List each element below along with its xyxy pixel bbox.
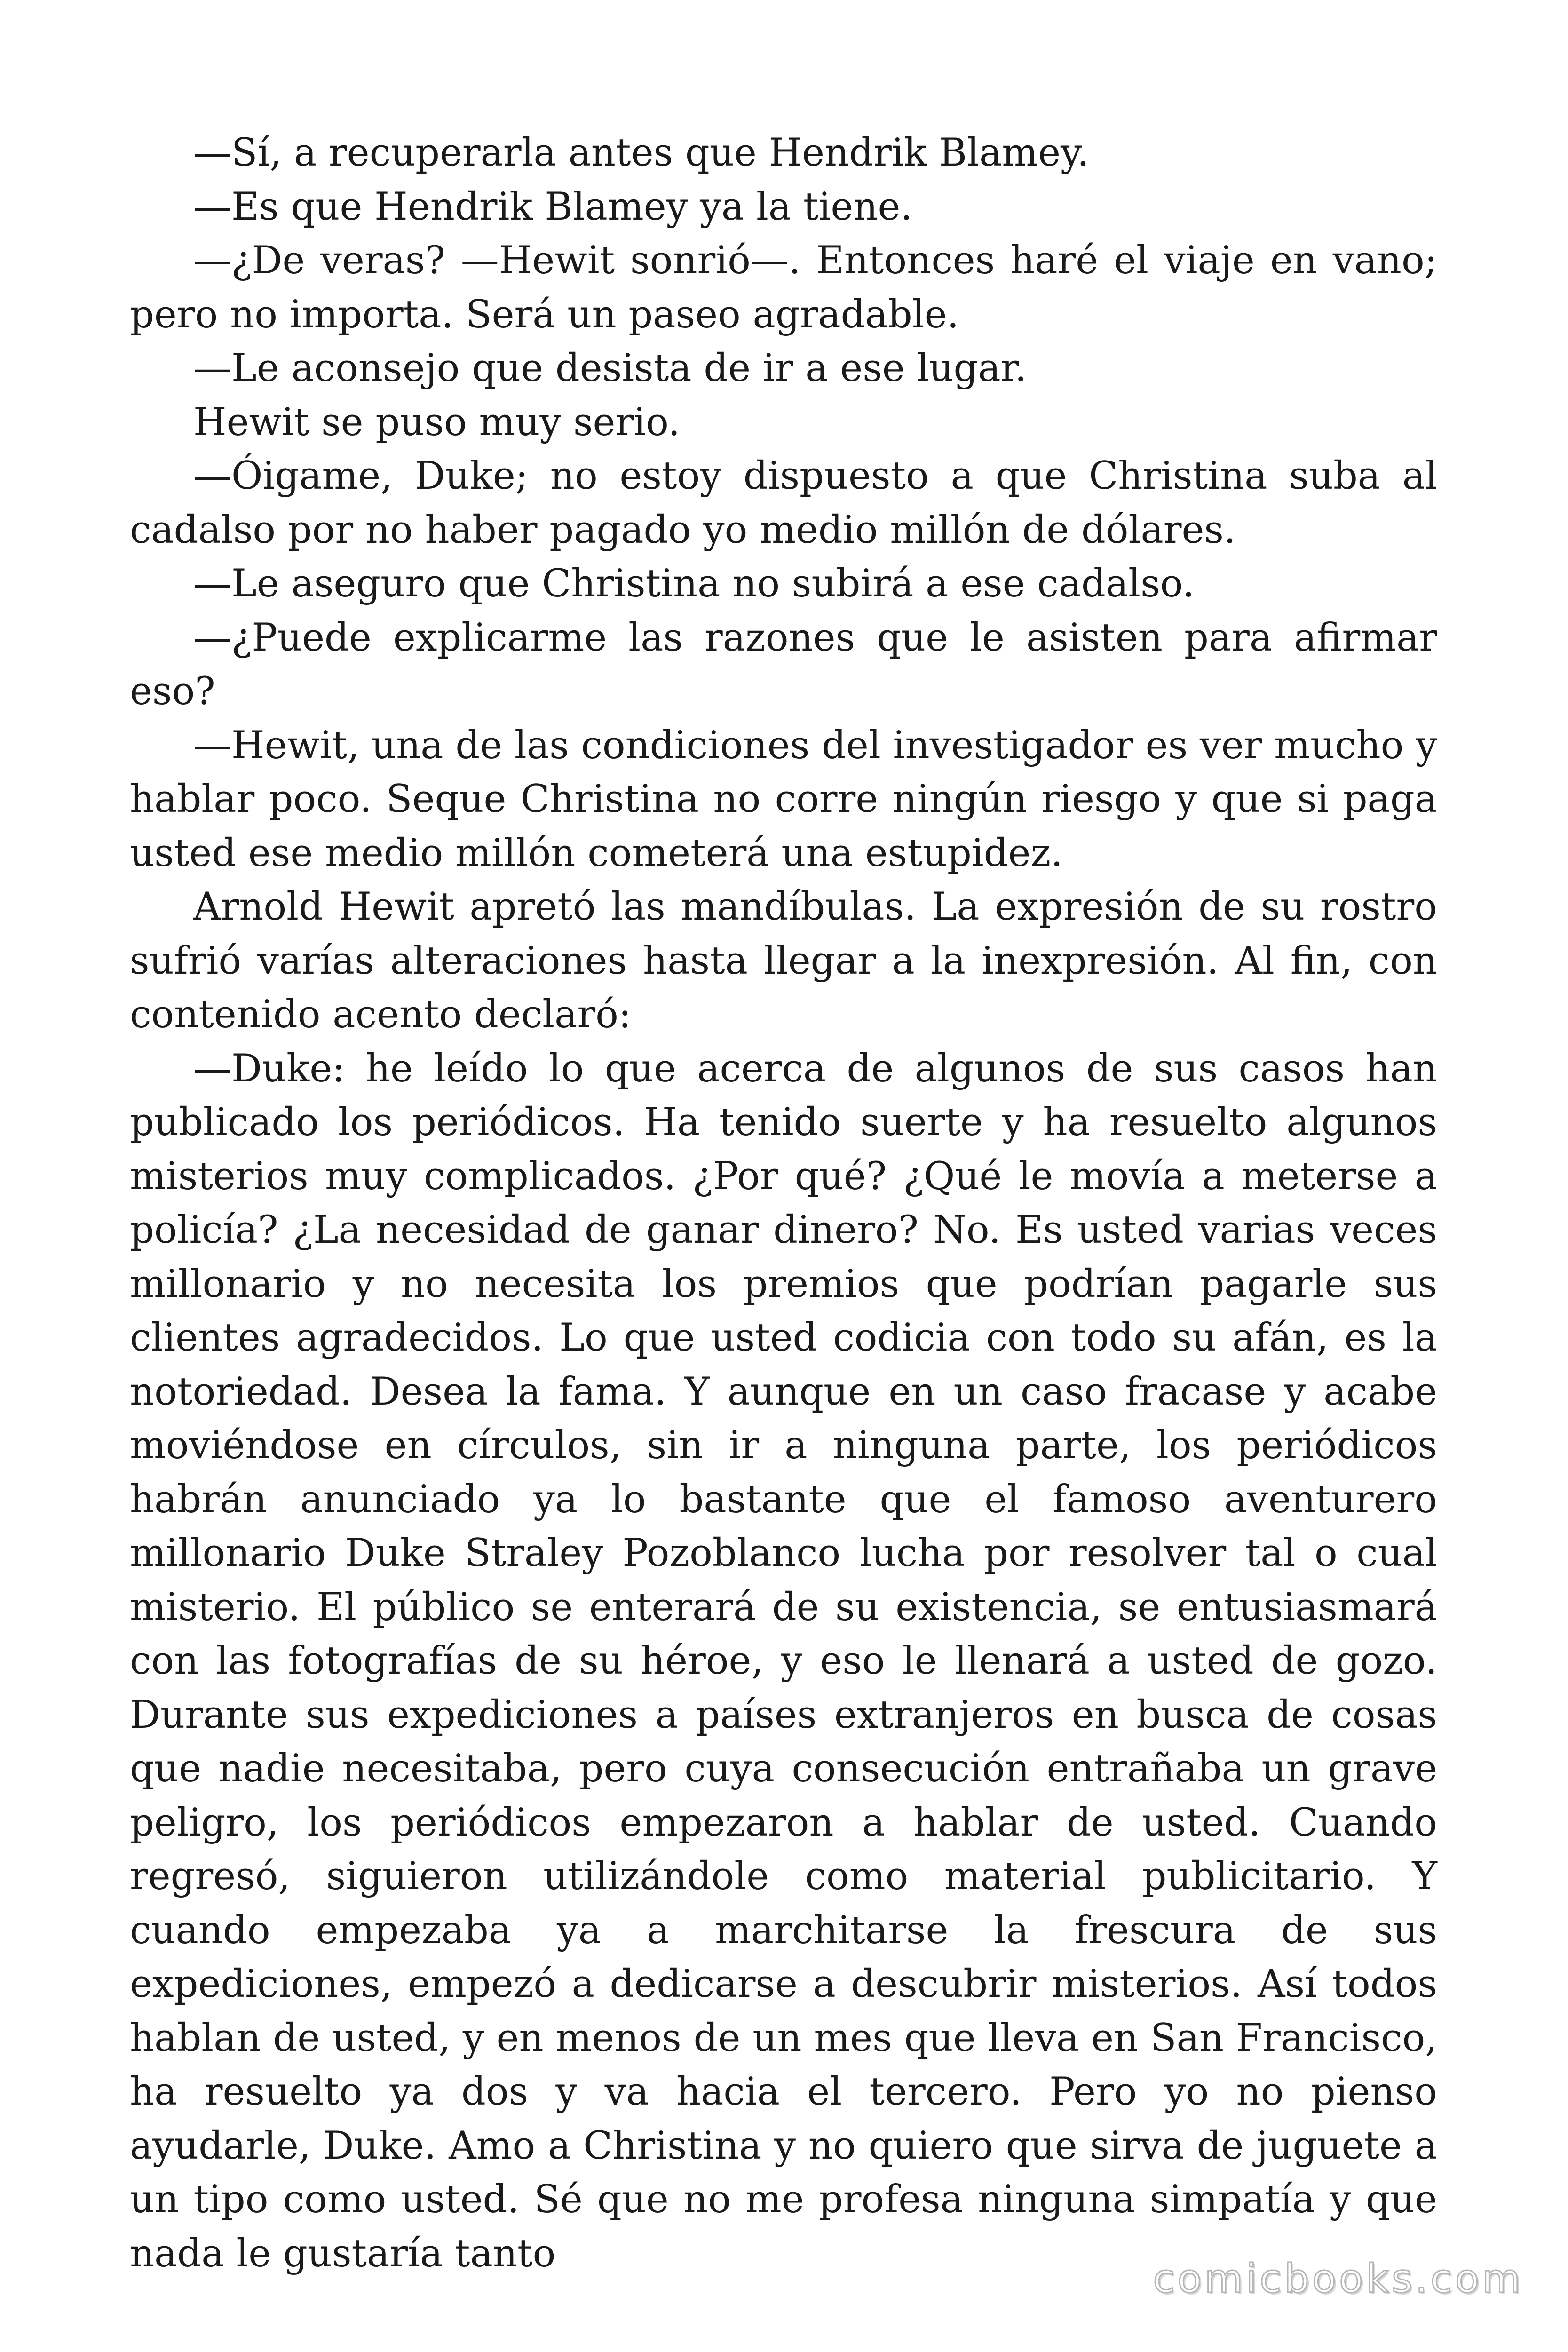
- paragraph: —Es que Hendrik Blamey ya la tiene.: [193, 184, 913, 229]
- paragraph: Arnold Hewit apretó las mandíbulas. La expresión de su rostro sufrió varías alteraciones hasta llegar a la inexpresión. Al fin, con contenido acento declaró:: [130, 885, 1437, 1037]
- paragraph: —Duke: he leído lo que acerca de algunos de sus casos han publicado los periódicos. Ha tenido suerte y ha resuelto algunos misterios muy complicados. ¿Por qué? ¿Qué le movía a meterse a policía? ¿La necesidad de ganar dinero? No. Es usted varias veces millonario y no necesita los premios que podrían pagarle sus clientes agradecidos. Lo que usted codicia con todo su afán, es la notoriedad. Desea la fama. Y aunque en un caso fracase y acabe moviéndose en círculos, sin ir a ninguna parte, los periódicos habrán anunciado ya lo bastante que el famoso aventurero millonario Duke Straley Pozoblanco lucha por resolver tal o cual misterio. El público se enterará de su existencia, se entusiasmará con las fotografías de su héroe, y eso le llenará a usted de gozo. Durante sus expediciones a países extranjeros en busca de cosas que nadie necesitaba, pero cuya consecución entrañaba un grave peligro, los periódicos empezaron a hablar de usted. Cuando regresó, siguieron utilizándole como material publicitario. Y cuando empezaba ya a marchitarse la frescura de sus expediciones, empezó a dedicarse a descubrir misterios. Así todos hablan de usted, y en menos de un mes que lleva en San Francisco, ha resuelto ya dos y va hacia el tercero. Pero yo no pienso ayudarle, Duke. Amo a Christina y no quiero que sirva de juguete a un tipo como usted. Sé que no me profesa ninguna simpatía y que nada le gustaría tanto: [130, 1046, 1437, 2276]
- paragraph: —¿De veras? —Hewit sonrió—. Entonces haré el viaje en vano; pero no importa. Será un paseo agradable.: [130, 238, 1437, 337]
- body-text: [130, 126, 1437, 2280]
- paragraph: —Le aseguro que Christina no subirá a ese cadalso.: [193, 562, 1195, 606]
- watermark: comicbooks.com: [1153, 2256, 1523, 2302]
- paragraph: —Hewit, una de las condiciones del investigador es ver mucho y hablar poco. Seque Christina no corre ningún riesgo y que si paga usted ese medio millón cometerá una estupidez.: [130, 723, 1437, 875]
- paragraph: —Le aconsejo que desista de ir a ese lugar.: [193, 346, 1027, 390]
- paragraph: —¿Puede explicarme las razones que le asisten para afirmar eso?: [130, 615, 1437, 714]
- paragraph: —Óigame, Duke; no estoy dispuesto a que Christina suba al cadalso por no haber pagado yo medio millón de dólares.: [130, 454, 1437, 552]
- paragraph: Hewit se puso muy serio.: [193, 400, 681, 445]
- paragraph: —Sí, a recuperarla antes que Hendrik Blamey.: [193, 131, 1089, 175]
